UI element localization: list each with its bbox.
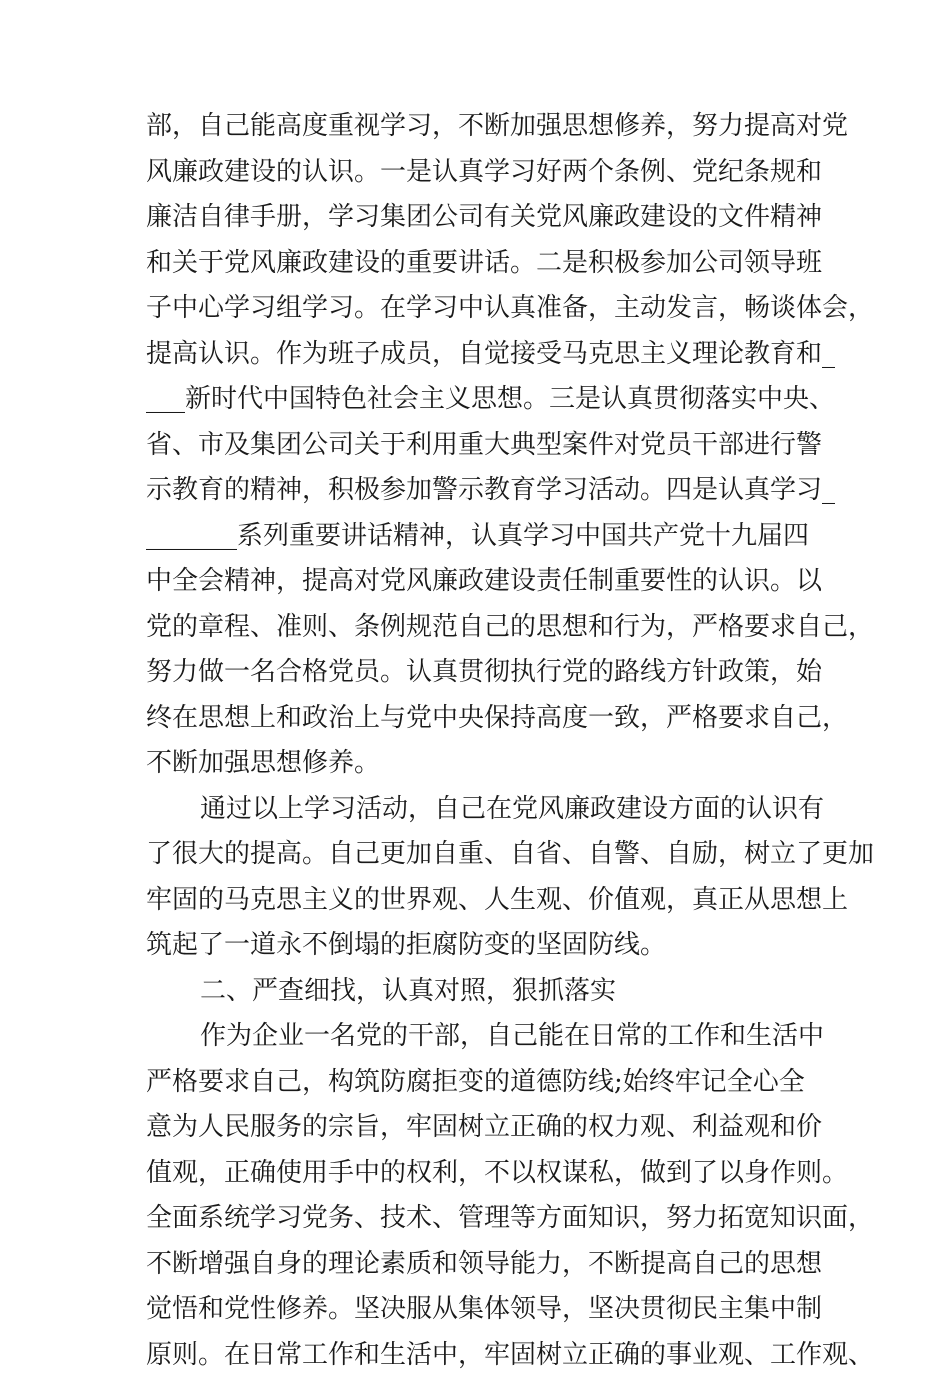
text-line: 示教育的精神，积极参加警示教育学习活动。四是认真学习_ — [146, 468, 826, 514]
paragraph-start-line: 作为企业一名党的干部，自己能在日常的工作和生活中 — [146, 1014, 826, 1060]
text-line: 风廉政建设的认识。一是认真学习好两个条例、党纪条规和 — [146, 150, 826, 196]
text-line: 不断加强思想修养。 — [146, 741, 826, 787]
text-line: 部，自己能高度重视学习，不断加强思想修养，努力提高对党 — [146, 104, 826, 150]
text-line: 觉悟和党性修养。坚决服从集体领导，坚决贯彻民主集中制 — [146, 1287, 826, 1333]
text-line: 严格要求自己，构筑防腐拒变的道德防线;始终牢记全心全 — [146, 1060, 826, 1106]
paragraph-start-line: 通过以上学习活动，自己在党风廉政建设方面的认识有 — [146, 787, 826, 833]
text-line: 廉洁自律手册，学习集团公司有关党风廉政建设的文件精神 — [146, 195, 826, 241]
text-line: 原则。在日常工作和生活中，牢固树立正确的事业观、工作观、 — [146, 1333, 826, 1378]
text-line: 和关于党风廉政建设的重要讲话。二是积极参加公司领导班 — [146, 241, 826, 287]
text-line: 努力做一名合格党员。认真贯彻执行党的路线方针政策，始 — [146, 650, 826, 696]
text-line: 党的章程、准则、条例规范自己的思想和行为，严格要求自己， — [146, 605, 826, 651]
text-line: 全面系统学习党务、技术、管理等方面知识，努力拓宽知识面， — [146, 1196, 826, 1242]
text-line: 了很大的提高。自己更加自重、自省、自警、自励，树立了更加 — [146, 832, 826, 878]
text-line: 意为人民服务的宗旨，牢固树立正确的权力观、利益观和价 — [146, 1105, 826, 1151]
section-heading: 二、严查细找，认真对照，狠抓落实 — [146, 969, 826, 1015]
text-line: 值观，正确使用手中的权利，不以权谋私，做到了以身作则。 — [146, 1151, 826, 1197]
text-line: 提高认识。作为班子成员，自觉接受马克思主义理论教育和_ — [146, 332, 826, 378]
text-line: ___新时代中国特色社会主义思想。三是认真贯彻落实中央、 — [146, 377, 826, 423]
text-line: 省、市及集团公司关于利用重大典型案件对党员干部进行警 — [146, 423, 826, 469]
text-line: 终在思想上和政治上与党中央保持高度一致，严格要求自己， — [146, 696, 826, 742]
document-body — [146, 104, 826, 1378]
text-line: 不断增强自身的理论素质和领导能力，不断提高自己的思想 — [146, 1242, 826, 1288]
text-line: 筑起了一道永不倒塌的拒腐防变的坚固防线。 — [146, 923, 826, 969]
text-line: 中全会精神，提高对党风廉政建设责任制重要性的认识。以 — [146, 559, 826, 605]
text-line: 子中心学习组学习。在学习中认真准备，主动发言，畅谈体会， — [146, 286, 826, 332]
text-line: _______系列重要讲话精神，认真学习中国共产党十九届四 — [146, 514, 826, 560]
text-line: 牢固的马克思主义的世界观、人生观、价值观，真正从思想上 — [146, 878, 826, 924]
